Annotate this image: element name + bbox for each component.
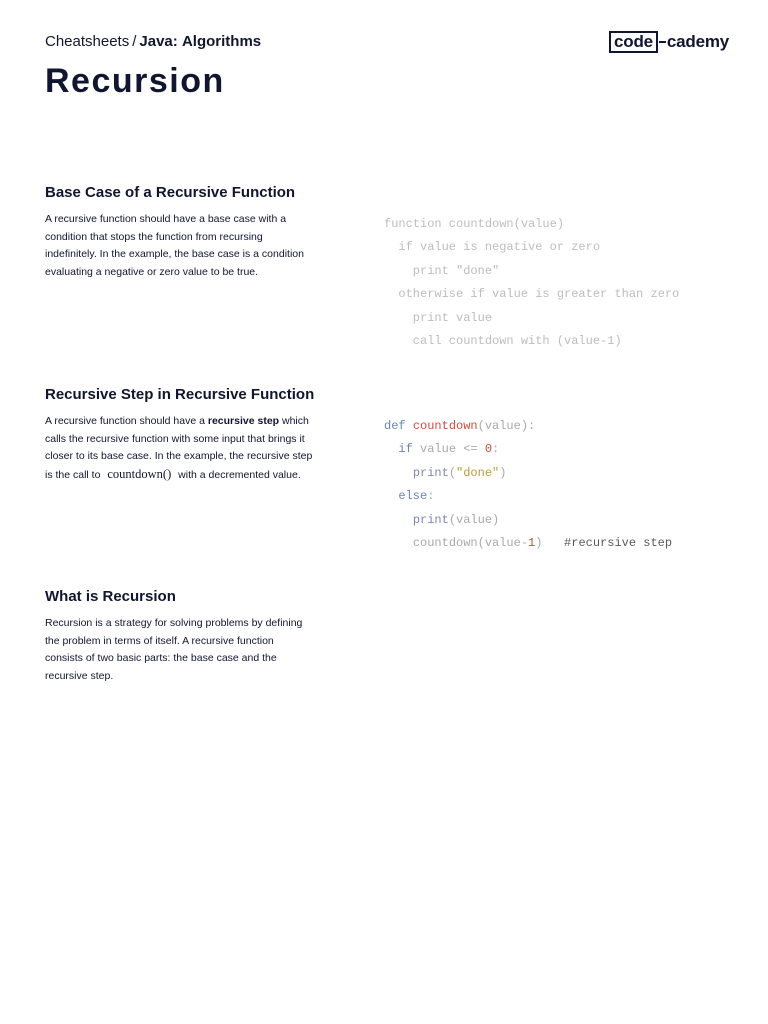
code-line bbox=[384, 485, 672, 508]
token-plain: ) bbox=[499, 465, 507, 480]
section-base-case bbox=[45, 184, 725, 348]
breadcrumb-course-language[interactable]: Java: bbox=[139, 33, 178, 50]
code-example-python bbox=[384, 415, 672, 555]
code-line: otherwise if value is greater than zero bbox=[384, 287, 680, 302]
token-plain: (value) bbox=[448, 512, 500, 527]
description-line: Recursion is a strategy for solving problems by defining bbox=[45, 617, 303, 629]
section-description bbox=[45, 615, 330, 685]
code-line: print "done" bbox=[384, 263, 500, 278]
description-line: indefinitely. In the example, the base case is a condition bbox=[45, 248, 304, 260]
token-plain: ( bbox=[448, 465, 457, 480]
section-heading: What is Recursion bbox=[45, 588, 176, 605]
code-line bbox=[384, 415, 672, 438]
description-line: the problem in terms of itself. A recursive function bbox=[45, 634, 274, 647]
breadcrumb-cheatsheets-link[interactable]: Cheatsheets bbox=[45, 33, 130, 50]
description-line: evaluating a negative or zero value to be true. bbox=[45, 265, 259, 278]
description-line: closer to its base case. In the example, the recursive step bbox=[45, 450, 313, 462]
section-heading: Base Case of a Recursive Function bbox=[45, 184, 296, 201]
token-comment: #recursive step bbox=[564, 535, 673, 550]
logo-boxed-text: code bbox=[609, 31, 658, 53]
section-recursive-step bbox=[45, 386, 725, 550]
description-line: condition that stops the function from recursing bbox=[45, 230, 263, 243]
code-line bbox=[384, 438, 672, 461]
description-line: calls the recursive function with some input that brings it bbox=[45, 432, 305, 445]
text-span: which bbox=[279, 415, 309, 427]
description-line bbox=[45, 466, 330, 485]
code-line: if value is negative or zero bbox=[384, 240, 601, 255]
token-builtin: print bbox=[412, 512, 449, 527]
token-function-name: countdown bbox=[412, 419, 478, 433]
text-span: with a decremented value. bbox=[175, 468, 301, 481]
codecademy-logo[interactable] bbox=[609, 31, 729, 53]
code-line bbox=[384, 462, 672, 485]
token-keyword: def bbox=[384, 419, 406, 433]
code-example-pseudocode bbox=[384, 213, 679, 353]
description-line: recursive step. bbox=[45, 669, 114, 682]
description-line: A recursive function should have a base case with a bbox=[45, 213, 287, 225]
section-what-is-recursion bbox=[45, 588, 725, 682]
token-number: 0 bbox=[484, 442, 493, 457]
breadcrumb-separator: / bbox=[132, 33, 137, 50]
logo-underscore-mark bbox=[659, 41, 666, 43]
emphasis-recursive-step: recursive step bbox=[207, 415, 280, 427]
inline-code-countdown: countdown() bbox=[107, 466, 172, 481]
page-title: Recursion bbox=[45, 62, 225, 100]
code-line bbox=[384, 532, 672, 555]
code-line: function countdown(value) bbox=[384, 217, 565, 231]
description-line: consists of two basic parts: the base case and the bbox=[45, 652, 277, 664]
token-number: 1 bbox=[528, 535, 536, 550]
code-line: print value bbox=[384, 310, 493, 325]
breadcrumb-course-name[interactable]: Algorithms bbox=[181, 33, 262, 50]
token-plain: value <= bbox=[412, 442, 485, 457]
token-string: "done" bbox=[456, 465, 500, 480]
section-description bbox=[45, 211, 330, 281]
logo-rest-text: cademy bbox=[666, 32, 730, 51]
token-builtin: print bbox=[412, 465, 449, 480]
section-heading: Recursive Step in Recursive Function bbox=[45, 386, 315, 403]
description-line bbox=[45, 413, 330, 431]
breadcrumb bbox=[45, 33, 261, 51]
text-span: is the call to bbox=[45, 468, 104, 481]
token-plain: (value): bbox=[477, 419, 536, 433]
token-plain: countdown(value- bbox=[412, 535, 529, 550]
token-plain: ) bbox=[535, 535, 543, 550]
code-line bbox=[384, 509, 672, 532]
token-plain: : bbox=[492, 442, 500, 457]
token-keyword: else bbox=[398, 489, 428, 504]
section-description bbox=[45, 413, 330, 484]
token-keyword: if bbox=[398, 442, 413, 457]
code-line: call countdown with (value-1) bbox=[384, 333, 622, 348]
token-plain: : bbox=[427, 489, 435, 504]
text-span: A recursive function should have a bbox=[45, 415, 208, 427]
